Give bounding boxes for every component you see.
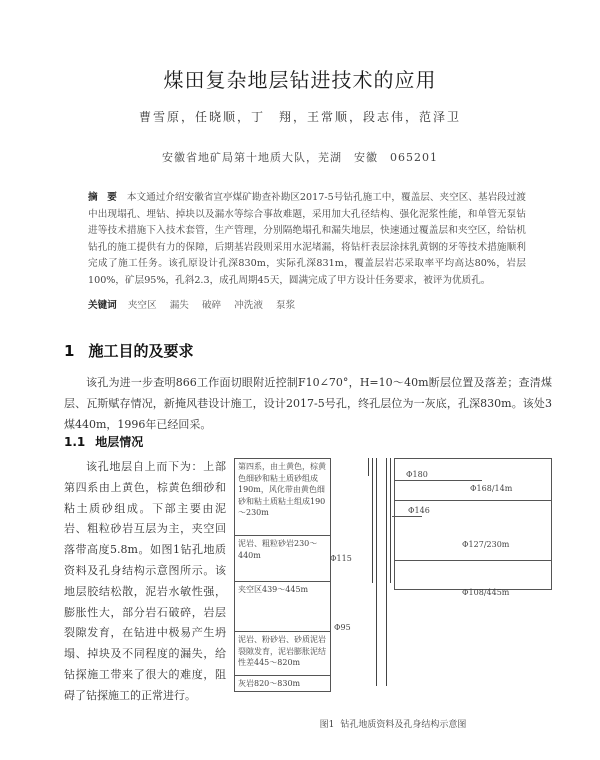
- structure-label: Φ127/230m: [462, 540, 510, 549]
- stratum-siltstone: 泥岩、粉砂岩、砂质泥岩裂隙发育，泥岩膨胀泥结性差445～820m: [235, 632, 330, 676]
- casing-line-left: [372, 458, 373, 583]
- section-title: 施工目的及要求: [88, 342, 194, 360]
- keyword: 泵浆: [276, 300, 296, 311]
- hole-line-right: [386, 458, 387, 686]
- casing-line-right: [390, 458, 391, 583]
- caption-number: 图1: [319, 720, 335, 730]
- abstract-label: 摘 要: [88, 192, 117, 203]
- strata-column: [234, 458, 331, 692]
- subsection-heading: [64, 433, 143, 450]
- stratum-void-zone: 夹空区439～445m: [235, 582, 330, 632]
- keyword: 破碎: [201, 300, 222, 311]
- borehole-figure: [234, 458, 552, 692]
- stratum-limestone: 灰岩820～830m: [238, 679, 301, 688]
- subsection-title: 地层情况: [95, 435, 144, 449]
- structure-divider: [394, 500, 552, 501]
- abstract: [88, 190, 526, 289]
- abstract-text: 本文通过介绍安徽省宣亭煤矿勘查补勘区2017-5号钻孔施工中，覆盖层、夹空区、基岩段过渡中出现塌孔、埋钻、掉块以及漏水等综合事故难题，采用加大孔径结构、强化泥浆性能，和单管无泵钻进等技术措施下入技术套管，生产管理，分别隔绝塌孔和漏失地层，快速通过覆盖层和夹空区，给钻机钻孔的施工提供有力的保障，后期基岩段则采用水泥堵漏，将钻杆表层涂抹乳黄钢的牙等技术措施顺利完成了施工任务。该孔原设计孔深830m，实际孔深831m，覆盖层岩芯采取率平均高达80%，岩层100%，矿层95%，孔斜2.3，成孔周期45天，圆满完成了甲方设计任务要求，被评为优质孔。: [88, 192, 527, 286]
- keyword: 夹空区: [127, 300, 157, 311]
- hole-structure-box: [394, 458, 552, 590]
- keyword: 漏失: [169, 300, 189, 311]
- stratum-mudstone: 泥岩、粗粒砂岩230～440m: [235, 536, 330, 582]
- keywords-label: 关键词: [88, 300, 117, 311]
- paper-title: 煤田复杂地层钻进技术的应用: [163, 68, 437, 92]
- section-number: 1: [64, 342, 75, 360]
- author-list: 曹雪原，任晓顺，丁 翔，王常顺，段志伟，范泽卫: [138, 110, 461, 124]
- casing-line-outer-left: [368, 458, 369, 476]
- keywords: [88, 297, 526, 311]
- structure-label: Φ168/14m: [470, 484, 513, 493]
- section-heading: [64, 340, 193, 361]
- diameter-label: Φ115: [330, 554, 352, 563]
- stratum-quaternary: 第四系，由土黄色，棕黄色细砂和粘土质砂组成190m，风化带由黄色细砂和粘土质粘土组成190～230m: [235, 459, 330, 536]
- subsection-number: 1.1: [64, 435, 86, 449]
- caption-text: 钻孔地质资料及孔身结构示意图: [340, 720, 467, 730]
- structure-label: Φ108/445m: [462, 588, 510, 597]
- structure-divider: [394, 560, 552, 561]
- section-paragraph: 该孔为进一步查明866工作面切眼附近控制F10∠70°，H=10～40m断层位置及落差；查清煤层、瓦斯赋存情况，新掩风巷设计施工，设计2017-5号孔，终孔层位为一灰底，孔深830m。该处3煤440m，1996年已经回采。: [64, 376, 552, 431]
- subsection-paragraph: 该孔地层自上而下为：上部第四系由上黄色，棕黄色细砂和粘土质砂组成。下部主要由泥岩、粗粒砂岩互层为主，夹空回落带高度5.8m。如图1钻孔地质资料及孔身结构示意图所示。该地层胶结松散，泥岩水敏性强，膨胀性大，部分岩石破碎，岩层裂隙发育，在钻进中极易产生坍塌、掉块及不同程度的漏失，给钻探施工带来了很大的难度，阻碍了钻探施工的正常进行。: [64, 460, 226, 702]
- affiliation: 安徽省地矿局第十地质大队，芜湖 安徽 065201: [162, 151, 438, 164]
- keyword: 冲洗液: [234, 300, 263, 311]
- diameter-label: Φ180: [406, 470, 428, 479]
- diameter-label: Φ95: [334, 623, 351, 632]
- diameter-label: Φ146: [408, 506, 430, 515]
- figure-caption: [234, 717, 552, 730]
- hole-line-left: [376, 458, 377, 686]
